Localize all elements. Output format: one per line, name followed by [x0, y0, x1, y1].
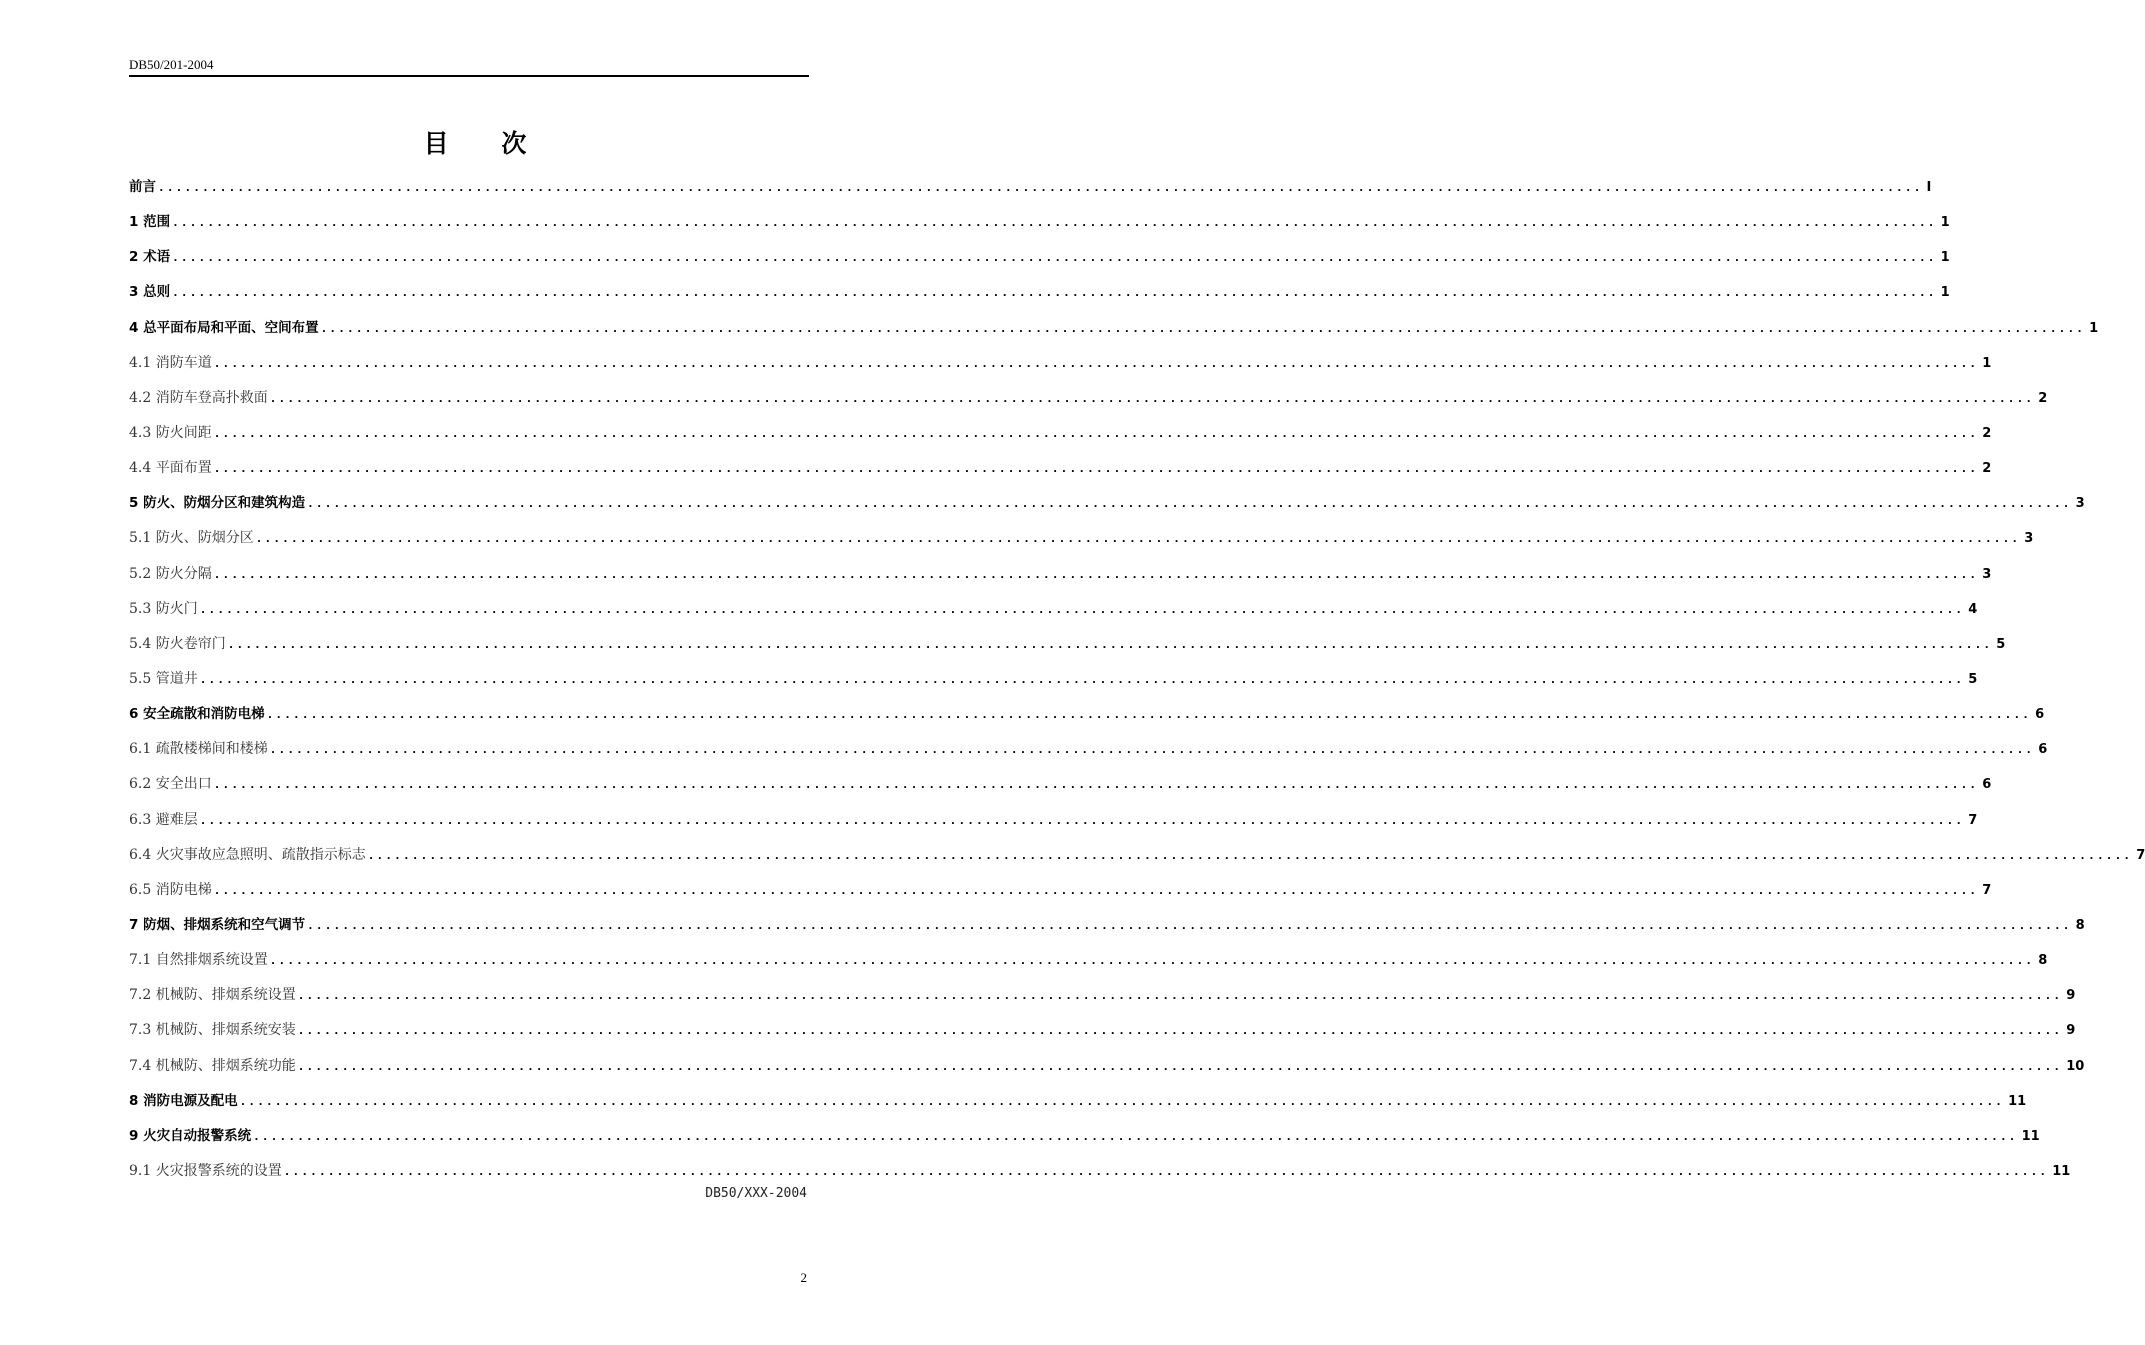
- toc-entry-label: 6 安全疏散和消防电梯: [129, 706, 265, 723]
- toc-dot-leader: ........................................................................................................................................................................................................: [172, 251, 1937, 265]
- toc-dot-leader: ........................................................................................................................................................................................................: [297, 989, 2063, 1003]
- toc-dot-leader: ........................................................................................................................................................................................................: [213, 462, 1979, 476]
- toc-entry-page: 8: [2038, 953, 2048, 969]
- toc-entry-page: I: [1926, 180, 1932, 195]
- toc-entry-label: 5.1 防火、防烟分区: [129, 530, 254, 547]
- toc-dot-leader: ........................................................................................................................................................................................................: [158, 181, 1923, 194]
- toc-entry-label: 7.4 机械防、排烟系统功能: [129, 1057, 296, 1074]
- toc-dot-leader: ........................................................................................................................................................................................................: [266, 708, 2032, 722]
- toc-entry[interactable]: [129, 492, 2085, 527]
- toc-entry-label: 7.1 自然排烟系统设置: [129, 952, 268, 969]
- toc-entry-page: 9: [2066, 1023, 2076, 1039]
- toc-entry-page: 4: [1968, 601, 1978, 617]
- toc-entry-label: 5.2 防火分隔: [129, 565, 212, 582]
- toc-entry-label: 6.1 疏散楼梯间和楼梯: [129, 741, 268, 758]
- toc-entry[interactable]: [129, 809, 1978, 844]
- toc-dot-leader: ........................................................................................................................................................................................................: [172, 216, 1937, 230]
- toc-entry-label: 4.2 消防车登高扑救面: [129, 389, 268, 406]
- toc-dot-leader: ........................................................................................................................................................................................................: [213, 426, 1979, 440]
- toc-entry[interactable]: [129, 949, 2048, 984]
- toc-entry-page: 5: [1968, 671, 1978, 687]
- toc-entry-label: 7.2 机械防、排烟系统设置: [129, 987, 296, 1004]
- toc-dot-leader: ........................................................................................................................................................................................................: [213, 356, 1979, 370]
- toc-dot-leader: ........................................................................................................................................................................................................: [320, 321, 2086, 335]
- toc-entry-label: 5.3 防火门: [129, 600, 198, 617]
- table-of-contents: [129, 176, 2145, 1195]
- toc-entry[interactable]: [129, 738, 2048, 773]
- toc-entry-page: 1: [1940, 285, 1950, 301]
- toc-entry-label: 4.3 防火间距: [129, 424, 212, 441]
- toc-entry-label: 6.4 火灾事故应急照明、疏散指示标志: [129, 846, 366, 863]
- toc-dot-leader: ........................................................................................................................................................................................................: [297, 1059, 2063, 1073]
- toc-entry-page: 5: [1996, 636, 2006, 652]
- toc-dot-leader: ........................................................................................................................................................................................................: [213, 778, 1979, 792]
- toc-entry-page: 7: [1968, 812, 1978, 828]
- toc-entry[interactable]: [129, 527, 2034, 562]
- toc-entry[interactable]: [129, 1090, 2027, 1125]
- toc-dot-leader: ........................................................................................................................................................................................................: [239, 1094, 2005, 1108]
- toc-entry[interactable]: [129, 633, 2006, 668]
- toc-entry[interactable]: [129, 1019, 2076, 1054]
- page-number: 2: [800, 1270, 807, 1285]
- toc-entry-label: 7 防烟、排烟系统和空气调节: [129, 916, 306, 933]
- toc-dot-leader: ........................................................................................................................................................................................................: [199, 602, 1965, 616]
- toc-dot-leader: ........................................................................................................................................................................................................: [307, 918, 2072, 932]
- toc-entry-page: 1: [1940, 215, 1950, 231]
- toc-entry-label: 5.5 管道井: [129, 670, 198, 687]
- toc-dot-leader: ........................................................................................................................................................................................................: [255, 532, 2021, 546]
- toc-dot-leader: ........................................................................................................................................................................................................: [269, 954, 2035, 968]
- toc-entry-label: 4.1 消防车道: [129, 354, 212, 371]
- toc-entry-page: 3: [2075, 496, 2085, 512]
- toc-entry-page: 2: [1982, 461, 1992, 477]
- toc-dot-leader: ........................................................................................................................................................................................................: [307, 497, 2072, 511]
- toc-entry[interactable]: [129, 773, 1992, 808]
- toc-entry[interactable]: [129, 1055, 2085, 1090]
- toc-entry-page: 2: [1982, 425, 1992, 441]
- header-divider: [129, 75, 809, 77]
- toc-dot-leader: ........................................................................................................................................................................................................: [269, 391, 2035, 405]
- toc-dot-leader: ........................................................................................................................................................................................................: [253, 1129, 2018, 1143]
- toc-dot-leader: ........................................................................................................................................................................................................: [172, 286, 1937, 300]
- toc-entry[interactable]: [129, 176, 1932, 211]
- toc-entry-label: 3 总则: [129, 284, 171, 301]
- toc-entry[interactable]: [129, 352, 1992, 387]
- toc-entry-page: 6: [2035, 707, 2045, 723]
- toc-entry[interactable]: [129, 281, 1950, 316]
- toc-dot-leader: ........................................................................................................................................................................................................: [199, 672, 1965, 686]
- toc-entry-page: 1: [1940, 250, 1950, 266]
- toc-entry[interactable]: [129, 879, 1992, 914]
- toc-entry-page: 11: [2021, 1128, 2040, 1144]
- toc-entry[interactable]: [129, 668, 1978, 703]
- toc-dot-leader: ........................................................................................................................................................................................................: [297, 1024, 2063, 1038]
- toc-dot-leader: ........................................................................................................................................................................................................: [269, 743, 2035, 757]
- toc-entry-label: 6.3 避难层: [129, 811, 198, 828]
- toc-entry-label: 5 防火、防烟分区和建筑构造: [129, 495, 306, 512]
- page-title: 目 次: [423, 129, 549, 158]
- toc-entry[interactable]: [129, 317, 2099, 352]
- toc-entry-page: 6: [2038, 742, 2048, 758]
- toc-entry[interactable]: [129, 984, 2076, 1019]
- toc-entry-page: 3: [2024, 531, 2034, 547]
- toc-entry-label: 前言: [129, 179, 156, 195]
- toc-entry[interactable]: [129, 211, 1950, 246]
- toc-entry-label: 8 消防电源及配电: [129, 1092, 238, 1109]
- toc-entry-page: 11: [2052, 1163, 2071, 1179]
- toc-dot-leader: ........................................................................................................................................................................................................: [213, 567, 1979, 581]
- toc-entry[interactable]: [129, 246, 1950, 281]
- toc-entry[interactable]: [129, 563, 1992, 598]
- toc-entry-page: 7: [1982, 882, 1992, 898]
- toc-entry-page: 1: [2089, 320, 2099, 336]
- toc-entry-label: 1 范围: [129, 214, 171, 231]
- toc-entry[interactable]: [129, 914, 2085, 949]
- toc-entry[interactable]: [129, 703, 2045, 738]
- toc-entry-label: 6.5 消防电梯: [129, 881, 212, 898]
- toc-entry[interactable]: [129, 457, 1992, 492]
- document-code-footer: DB50/XXX-2004: [705, 1186, 807, 1201]
- document-code-header: DB50/201-2004: [129, 57, 214, 72]
- toc-dot-leader: ........................................................................................................................................................................................................: [213, 883, 1979, 897]
- toc-entry-page: 10: [2066, 1058, 2085, 1074]
- toc-entry-label: 7.3 机械防、排烟系统安装: [129, 1022, 296, 1039]
- toc-entry-page: 7: [2136, 847, 2145, 863]
- toc-dot-leader: ........................................................................................................................................................................................................: [199, 813, 1965, 827]
- toc-entry-page: 3: [1982, 566, 1992, 582]
- toc-entry-label: 5.4 防火卷帘门: [129, 635, 226, 652]
- toc-entry-page: 6: [1982, 777, 1992, 793]
- toc-entry[interactable]: [129, 598, 1978, 633]
- toc-entry[interactable]: [129, 1125, 2040, 1160]
- toc-entry-label: 4 总平面布局和平面、空间布置: [129, 319, 319, 336]
- toc-entry-label: 9.1 火灾报警系统的设置: [129, 1162, 282, 1179]
- toc-entry-page: 11: [2008, 1093, 2027, 1109]
- toc-dot-leader: ........................................................................................................................................................................................................: [367, 848, 2133, 862]
- toc-entry-page: 1: [1982, 355, 1992, 371]
- toc-entry-page: 2: [2038, 390, 2048, 406]
- toc-entry-label: 9 火灾自动报警系统: [129, 1127, 252, 1144]
- toc-dot-leader: ........................................................................................................................................................................................................: [283, 1164, 2049, 1178]
- toc-entry-label: 2 术语: [129, 249, 171, 266]
- toc-entry-label: 6.2 安全出口: [129, 776, 212, 793]
- toc-entry[interactable]: [129, 422, 1992, 457]
- toc-entry[interactable]: [129, 844, 2145, 879]
- toc-entry-label: 4.4 平面布置: [129, 460, 212, 477]
- toc-entry-page: 8: [2075, 917, 2085, 933]
- toc-dot-leader: ........................................................................................................................................................................................................: [227, 637, 1993, 651]
- toc-entry-page: 9: [2066, 988, 2076, 1004]
- toc-entry[interactable]: [129, 387, 2048, 422]
